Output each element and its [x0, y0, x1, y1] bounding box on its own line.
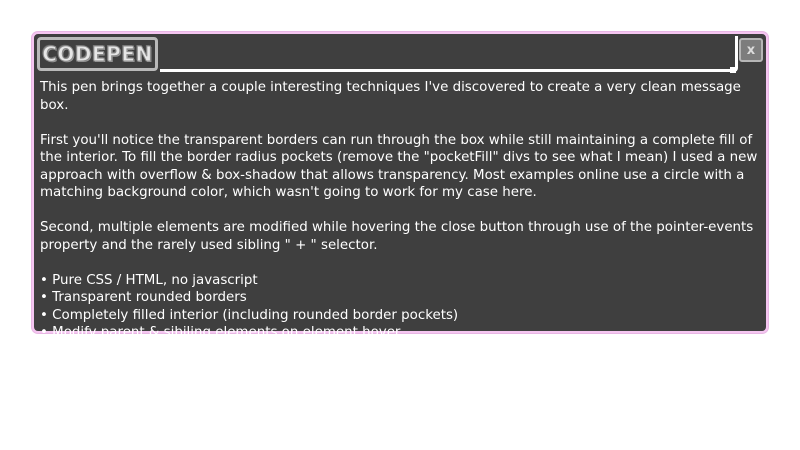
title-strip [160, 36, 738, 72]
message-content [40, 79, 762, 342]
close-icon: x [746, 42, 756, 58]
borders-paragraph: First you'll notice the transparent borders can run through the box while still maintaining a complete fill of the interior. To fill the border radius pockets (remove the "pocketFill" divs to see what I mean) I used a new approach with overflow & box-shadow that allows transparency. Most examples online use a circle with a matching background color, which wasn't going to work for my case here. [40, 132, 758, 200]
hover-paragraph: Second, multiple elements are modified while hovering the close button through use of the pointer-events property and the rarely used sibling " + " selector. [40, 220, 754, 253]
list-item: • Completely filled interior (including rounded border pockets) [40, 307, 762, 325]
intro-paragraph: This pen brings together a couple interesting techniques I've discovered to create a very clean message box. [40, 80, 741, 113]
feature-list [40, 272, 762, 342]
pocket-fill [730, 67, 736, 73]
list-item: • Transparent rounded borders [40, 289, 762, 307]
message-box [32, 32, 768, 340]
close-button[interactable] [739, 38, 763, 62]
title-bar [34, 34, 766, 74]
logo-text: CODEPEN [42, 42, 153, 66]
list-item: • Modify parent & sibiling elements on element hover [40, 324, 762, 342]
codepen-logo [37, 37, 158, 71]
list-item: • Pure CSS / HTML, no javascript [40, 272, 762, 290]
